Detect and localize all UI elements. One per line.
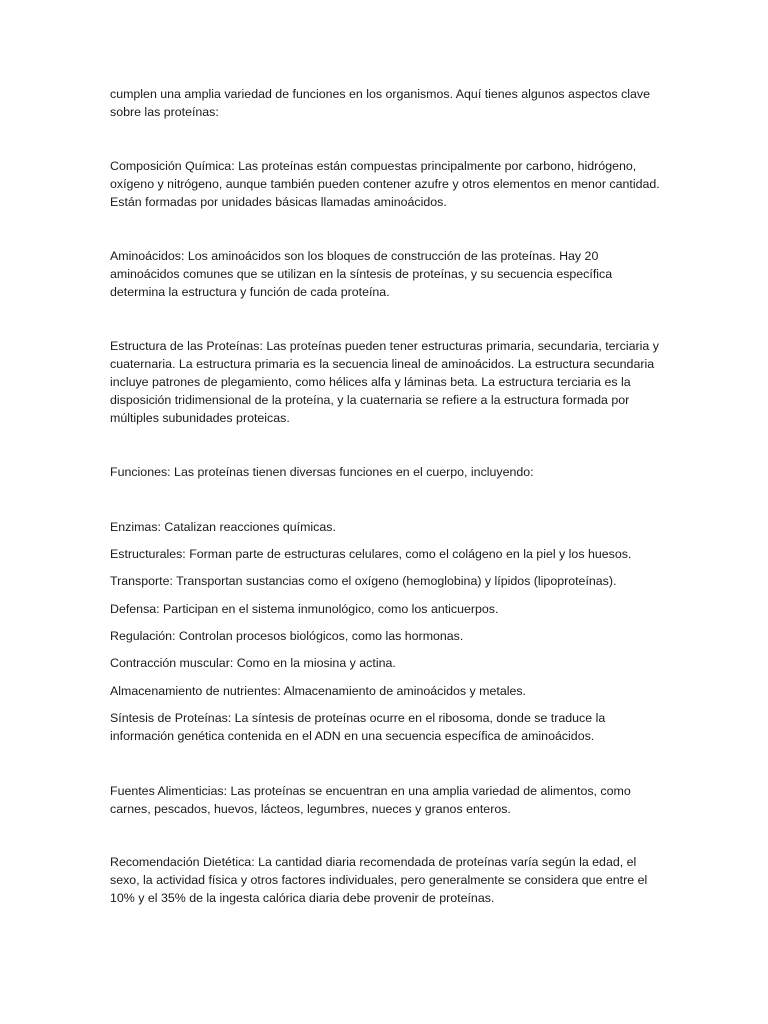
sintesis-paragraph: Síntesis de Proteínas: La síntesis de proteínas ocurre en el ribosoma, donde se traduce la información genética contenida en el ADN en una secuencia específica de aminoácidos. — [110, 711, 606, 743]
list-item-estructurales: Estructurales: Forman parte de estructuras celulares, como el colágeno en la piel y los huesos. — [110, 547, 632, 561]
funciones-paragraph: Funciones: Las proteínas tienen diversas funciones en el cuerpo, incluyendo: — [110, 465, 534, 479]
recomendacion-paragraph: Recomendación Dietética: La cantidad diaria recomendada de proteínas varía según la edad, el sexo, la actividad física y otros factores individuales, pero generalmente se considera que entre el 10% y el 35% de la ingesta calórica diaria debe provenir de proteínas. — [110, 855, 648, 905]
intro-paragraph: cumplen una amplia variedad de funciones en los organismos. Aquí tienes algunos aspectos clave sobre las proteínas: — [110, 87, 651, 119]
list-item-enzimas: Enzimas: Catalizan reacciones químicas. — [110, 520, 336, 534]
estructura-paragraph: Estructura de las Proteínas: Las proteínas pueden tener estructuras primaria, secundaria, terciaria y cuaternaria. La estructura primaria es la secuencia lineal de aminoácidos. La estructura secundaria incluye patrones de plegamiento, como hélices alfa y láminas beta. La estructura terciaria es la disposición tridimensional de la proteína, y la cuaternaria se refiere a la estructura formada por múltiples subunidades proteicas. — [110, 339, 659, 425]
fuentes-paragraph: Fuentes Alimenticias: Las proteínas se encuentran en una amplia variedad de alimentos, como carnes, pescados, huevos, lácteos, legumbres, nueces y granos enteros. — [110, 784, 631, 816]
aminoacidos-paragraph: Aminoácidos: Los aminoácidos son los bloques de construcción de las proteínas. Hay 20 aminoácidos comunes que se utilizan en la síntesis de proteínas, y su secuencia específica determina la estructura y función de cada proteína. — [110, 249, 613, 299]
list-item-contraccion: Contracción muscular: Como en la miosina y actina. — [110, 656, 396, 670]
list-item-transporte: Transporte: Transportan sustancias como el oxígeno (hemoglobina) y lípidos (lipoproteínas). — [110, 574, 617, 588]
list-item-defensa: Defensa: Participan en el sistema inmunológico, como los anticuerpos. — [110, 602, 499, 616]
list-item-regulacion: Regulación: Controlan procesos biológicos, como las hormonas. — [110, 629, 464, 643]
composicion-paragraph: Composición Química: Las proteínas están compuestas principalmente por carbono, hidrógeno, oxígeno y nitrógeno, aunque también pueden contener azufre y otros elementos en menor cantidad. Están formadas por unidades básicas llamadas aminoácidos. — [110, 159, 660, 209]
list-item-almacenamiento: Almacenamiento de nutrientes: Almacenamiento de aminoácidos y metales. — [110, 684, 526, 698]
